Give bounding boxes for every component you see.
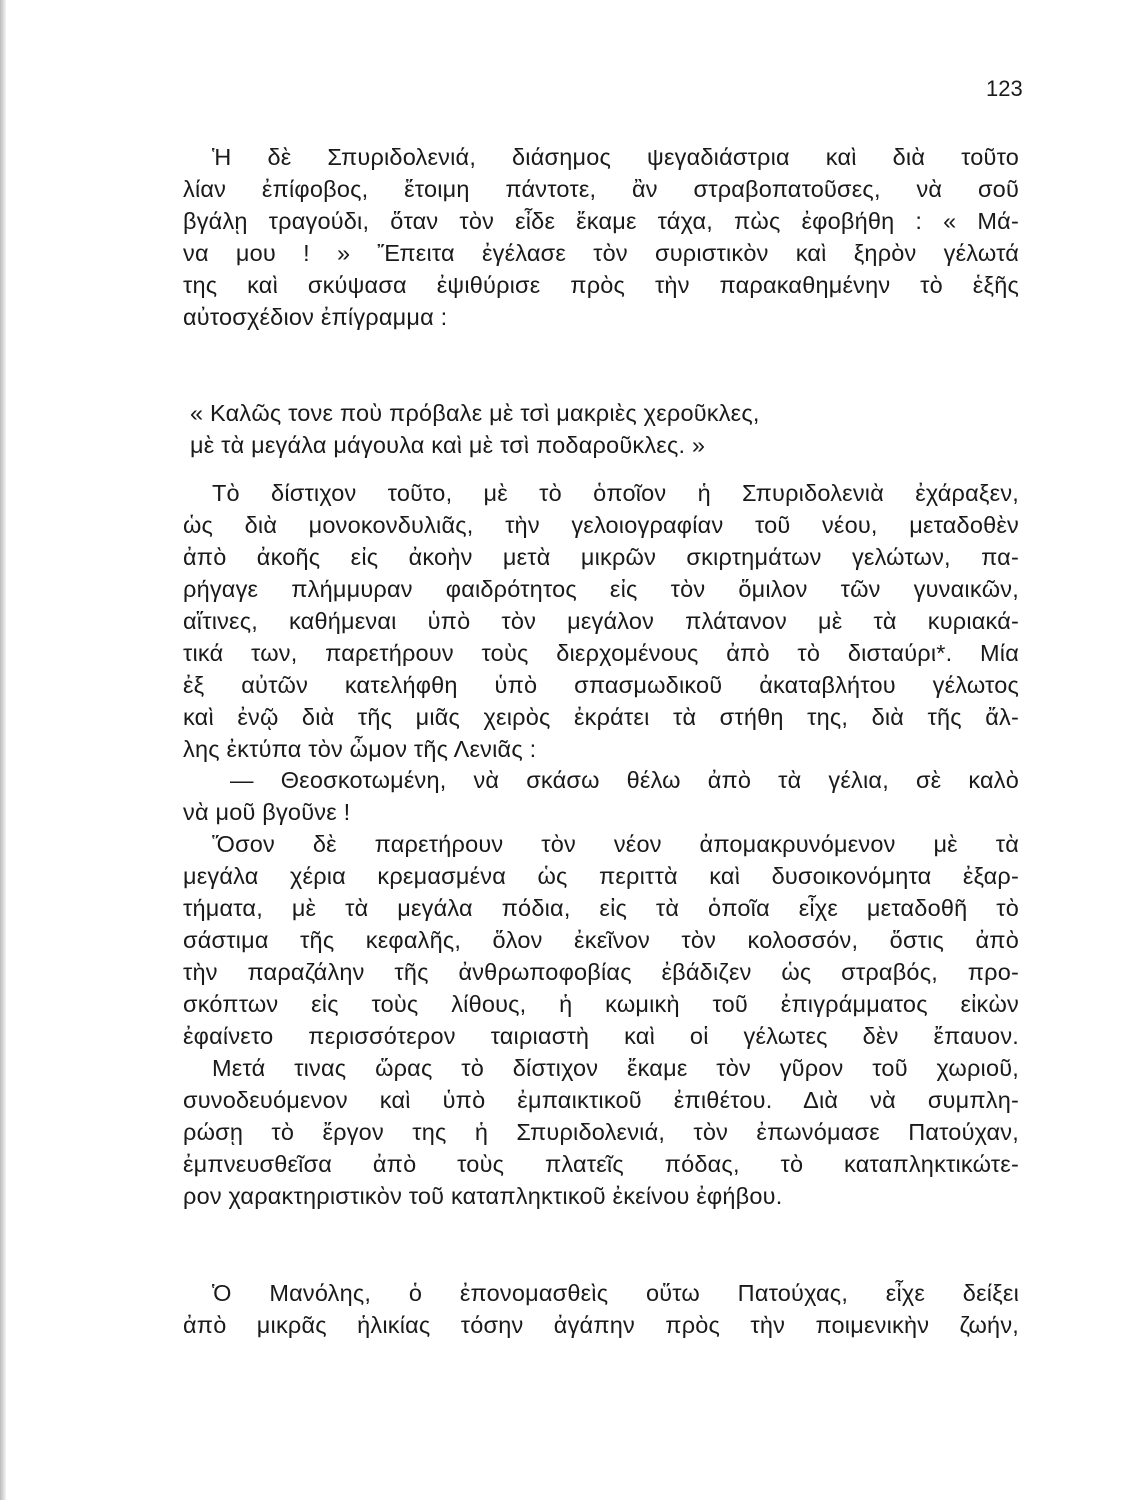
text-line: ἀπὸ μικρᾶς ἡλικίας τόσην ἀγάπην πρὸς τὴν ποιμενικὴν ζωήν, xyxy=(183,1312,1019,1338)
page-number: 123 xyxy=(986,76,1023,101)
text-line: μεγάλα χέρια κρεμασμένα ὡς περιττὰ καὶ δυσοικονόμητα ἐξαρ- xyxy=(183,863,1019,889)
text-line: ἐξ αὐτῶν κατελήφθη ὑπὸ σπασμωδικοῦ ἀκαταβλήτου γέλωτος xyxy=(183,672,1019,698)
text-line: αἵτινες, καθήμεναι ὑπὸ τὸν μεγάλον πλάτανον μὲ τὰ κυριακά- xyxy=(183,608,1019,634)
text-line: τήματα, μὲ τὰ μεγάλα πόδια, εἰς τὰ ὁποῖα εἶχε μεταδοθῆ τὸ xyxy=(183,895,1019,921)
text-line: Ὁ Μανόλης, ὁ ἐπονομασθεὶς οὕτω Πατούχας, εἶχε δείξει xyxy=(212,1280,1019,1306)
text-line: Ὅσον δὲ παρετήρουν τὸν νέον ἀπομακρυνόμενον μὲ τὰ xyxy=(212,831,1019,857)
text-line: Τὸ δίστιχον τοῦτο, μὲ τὸ ὁποῖον ἡ Σπυριδολενιὰ ἐχάραξεν, xyxy=(212,480,1019,506)
verse-line: « Καλῶς τονε ποὺ πρόβαλε μὲ τσὶ μακριὲς χεροῦκλες, xyxy=(190,400,760,426)
text-line: βγάλῃ τραγούδι, ὅταν τὸν εἶδε ἔκαμε τάχα, πὼς ἐφοβήθη : « Μά- xyxy=(183,208,1019,234)
text-line: ὡς διὰ μονοκονδυλιᾶς, τὴν γελοιογραφίαν τοῦ νέου, μεταδοθὲν xyxy=(183,512,1019,538)
text-line: νὰ μοῦ βγοῦνε ! xyxy=(183,799,351,825)
text-line: σκόπτων εἰς τοὺς λίθους, ἡ κωμικὴ τοῦ ἐπιγράμματος εἰκὼν xyxy=(183,991,1019,1017)
text-line: ἐφαίνετο περισσότερον ταιριαστὴ καὶ οἱ γέλωτες δὲν ἔπαυον. xyxy=(183,1023,1019,1049)
text-line: ρήγαγε πλήμμυραν φαιδρότητος εἰς τὸν ὅμιλον τῶν γυναικῶν, xyxy=(183,576,1019,602)
text-line: λίαν ἐπίφοβος, ἕτοιμη πάντοτε, ἂν στραβοπατοῦσες, νὰ σοῦ xyxy=(183,176,1019,202)
text-line: Ἡ δὲ Σπυριδολενιά, διάσημος ψεγαδιάστρια καὶ διὰ τοῦτο xyxy=(212,144,1019,170)
text-line: τὴν παραζάλην τῆς ἀνθρωποφοβίας ἐβάδιζεν ὡς στραβός, προ- xyxy=(183,959,1019,985)
text-line: καὶ ἐνῷ διὰ τῆς μιᾶς χειρὸς ἐκράτει τὰ στήθη της, διὰ τῆς ἄλ- xyxy=(183,704,1019,730)
text-line: της καὶ σκύψασα ἐψιθύρισε πρὸς τὴν παρακαθημένην τὸ ἑξῆς xyxy=(183,272,1019,298)
text-line: — Θεοσκοτωμένη, νὰ σκάσω θέλω ἀπὸ τὰ γέλια, σὲ καλὸ xyxy=(230,767,1019,793)
text-line: να μου ! » Ἔπειτα ἐγέλασε τὸν συριστικὸν καὶ ξηρὸν γέλωτά xyxy=(183,240,1019,266)
text-line: λης ἐκτύπα τὸν ὦμον τῆς Λενιᾶς : xyxy=(183,736,537,762)
verse-line: μὲ τὰ μεγάλα μάγουλα καὶ μὲ τσὶ ποδαροῦκλες. » xyxy=(190,432,706,458)
text-line: σάστιμα τῆς κεφαλῆς, ὅλον ἐκεῖνον τὸν κολοσσόν, ὅστις ἀπὸ xyxy=(183,927,1019,953)
text-line: ρώσῃ τὸ ἔργον της ἡ Σπυριδολενιά, τὸν ἐπωνόμασε Πατούχαν, xyxy=(183,1119,1019,1145)
page-gutter-shadow xyxy=(0,0,6,1500)
text-line: αὐτοσχέδιον ἐπίγραμμα : xyxy=(183,304,448,330)
text-line: ρον χαρακτηριστικὸν τοῦ καταπληκτικοῦ ἐκείνου ἐφήβου. xyxy=(183,1183,783,1209)
text-line: ἐμπνευσθεῖσα ἀπὸ τοὺς πλατεῖς πόδας, τὸ καταπληκτικώτε- xyxy=(183,1151,1019,1177)
text-line: τικά των, παρετήρουν τοὺς διερχομένους ἀπὸ τὸ δισταύρι*. Μία xyxy=(183,640,1019,666)
text-line: ἀπὸ ἀκοῆς εἰς ἀκοὴν μετὰ μικρῶν σκιρτημάτων γελώτων, πα- xyxy=(183,544,1019,570)
text-line: Μετά τινας ὥρας τὸ δίστιχον ἔκαμε τὸν γῦρον τοῦ χωριοῦ, xyxy=(212,1055,1019,1081)
text-line: συνοδευόμενον καὶ ὑπὸ ἐμπαικτικοῦ ἐπιθέτου. Διὰ νὰ συμπλη- xyxy=(183,1087,1019,1113)
